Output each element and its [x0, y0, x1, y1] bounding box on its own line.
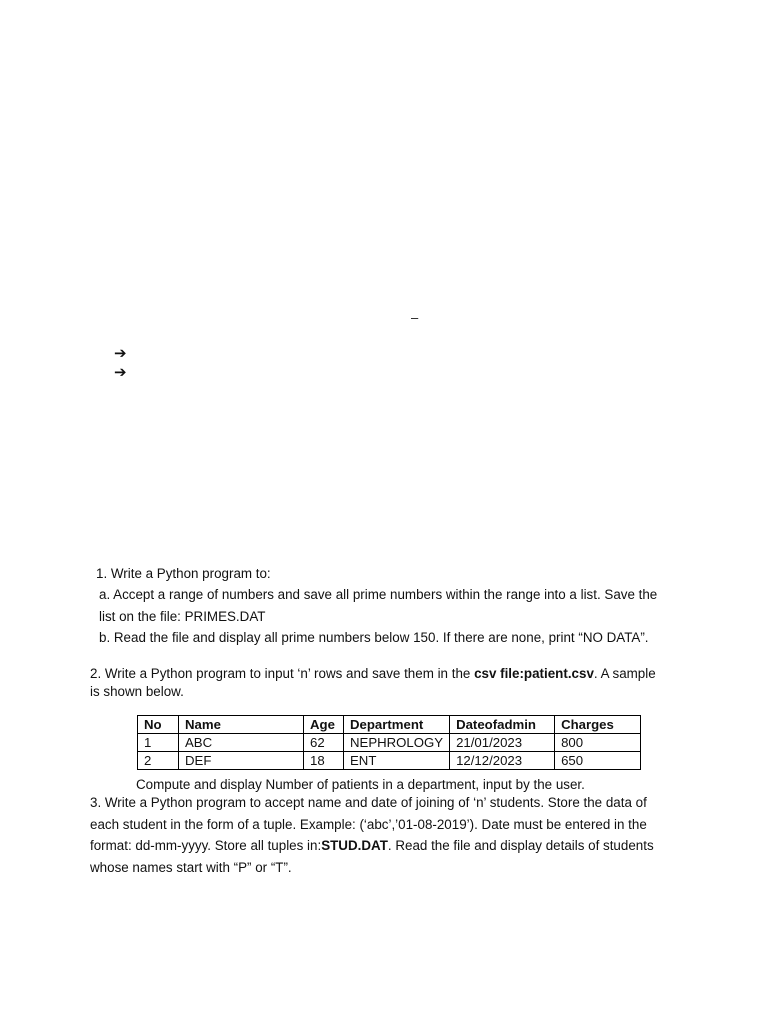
table-cell: ABC [179, 734, 304, 752]
table-cell: 800 [555, 734, 641, 752]
q3-line4: whose names start with “P” or “T”. [90, 860, 292, 875]
q1-heading: 1. Write a Python program to: [96, 566, 271, 581]
table-cell: 1 [138, 734, 179, 752]
q1-part-a-line1: a. Accept a range of numbers and save all prime numbers within the range into a list. Save the [99, 587, 658, 602]
q1-part-a-line2: list on the file: PRIMES.DAT [99, 609, 266, 624]
patient-sample-table [137, 715, 641, 770]
table-cell: DEF [179, 752, 304, 770]
q3-line1: 3. Write a Python program to accept name and date of joining of ‘n’ students. Store the data of [90, 795, 647, 810]
q2-line1 [90, 665, 656, 683]
header-age: Age [304, 716, 344, 734]
q3-line3 [90, 837, 654, 855]
table-cell: 21/01/2023 [450, 734, 555, 752]
q2-line2: is shown below. [90, 684, 184, 699]
q3-stud-filename: STUD.DAT [321, 838, 388, 853]
table-cell: 62 [304, 734, 344, 752]
dash-mark: – [411, 310, 419, 325]
table-row [138, 734, 641, 752]
q3-line3-pre: format: dd-mm-yyyy. Store all tuples in: [90, 838, 322, 853]
arrow-bullet-icon: ➔ [114, 345, 127, 362]
table-cell: ENT [344, 752, 450, 770]
header-name: Name [179, 716, 304, 734]
arrow-bullet-icon: ➔ [114, 364, 127, 381]
table-cell: 2 [138, 752, 179, 770]
table-cell: 12/12/2023 [450, 752, 555, 770]
header-dateofadmin: Dateofadmin [450, 716, 555, 734]
table-cell: NEPHROLOGY [344, 734, 450, 752]
table-cell: 650 [555, 752, 641, 770]
q2-after-table: Compute and display Number of patients in a department, input by the user. [136, 777, 585, 792]
q3-line2: each student in the form of a tuple. Example: (‘abc’,’01-08-2019’). Date must be entered in the [90, 817, 647, 832]
table-row [138, 752, 641, 770]
header-department: Department [344, 716, 450, 734]
q1-part-b-line: b. Read the file and display all prime numbers below 150. If there are none, print “NO DATA”. [99, 630, 649, 645]
header-no: No [138, 716, 179, 734]
table-cell: 18 [304, 752, 344, 770]
q2-line1-post: . A sample [593, 666, 656, 681]
q2-csv-filename: csv file:patient.csv [474, 666, 594, 681]
q3-line3-post: . Read the file and display details of students [387, 838, 654, 853]
q2-line1-pre: 2. Write a Python program to input ‘n’ rows and save them in the [90, 666, 475, 681]
table-header-row [138, 716, 641, 734]
header-charges: Charges [555, 716, 641, 734]
